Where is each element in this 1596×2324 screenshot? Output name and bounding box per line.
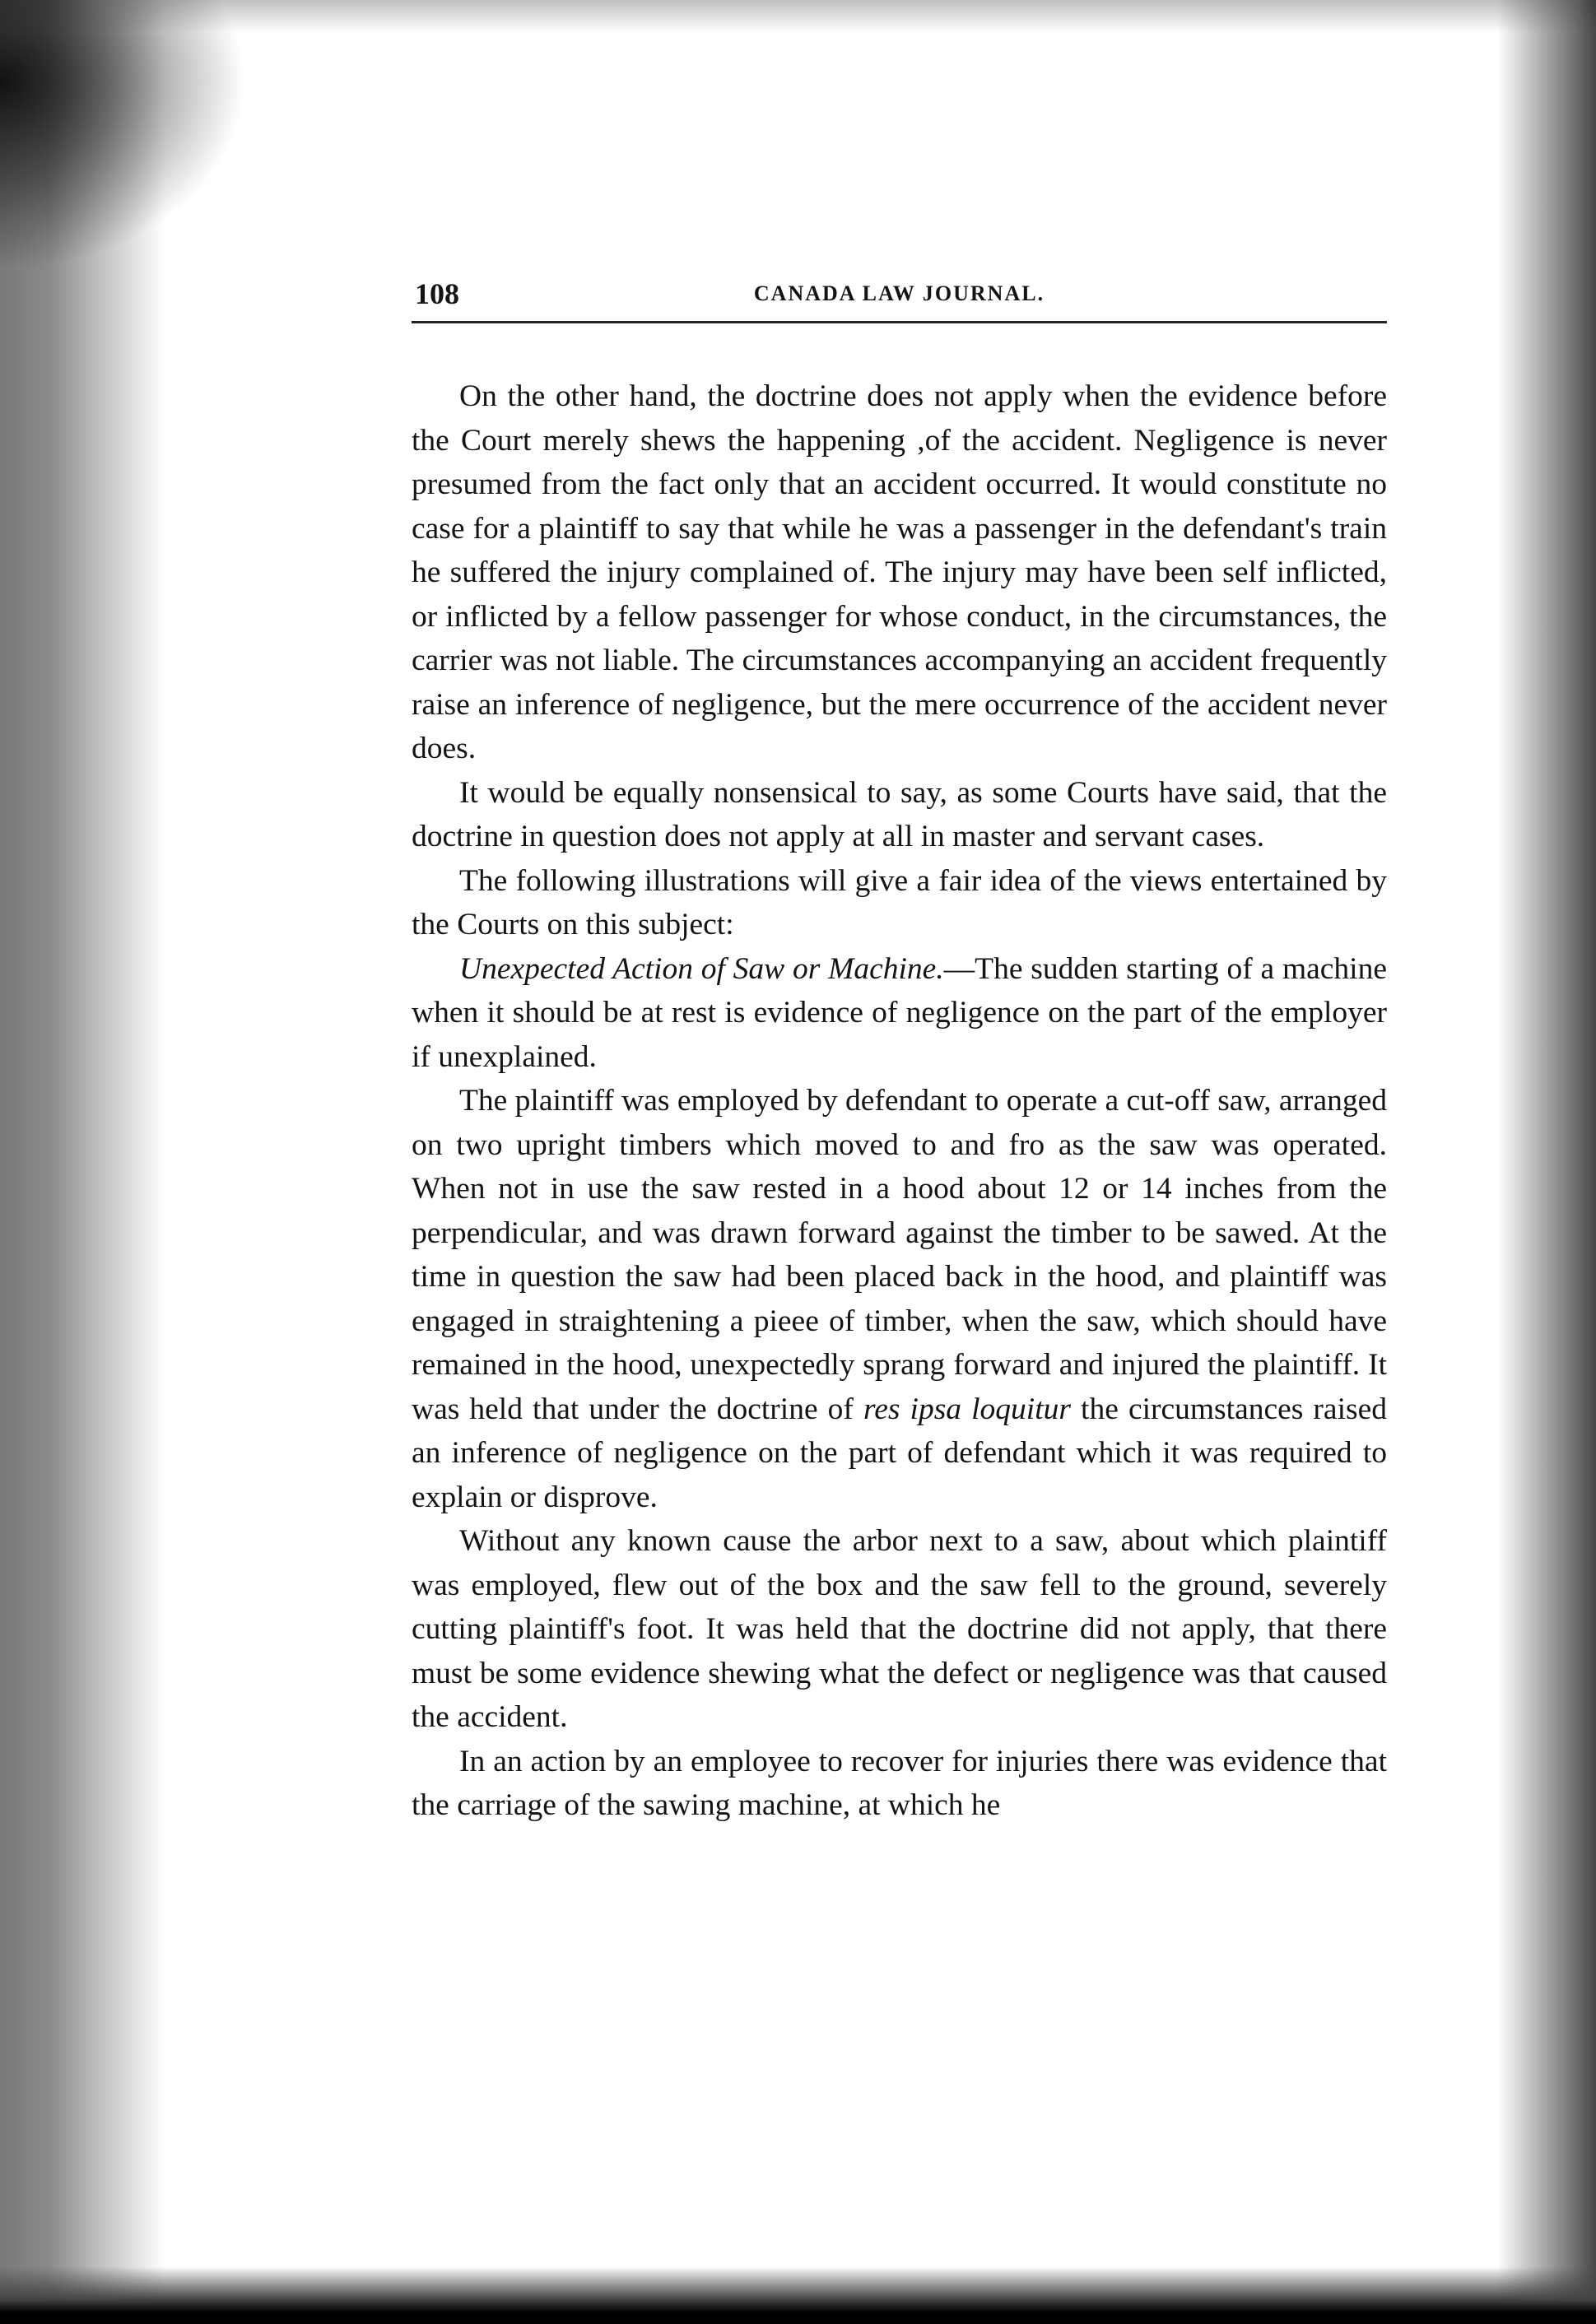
- book-page: [412, 272, 1387, 1828]
- paragraph-4: [412, 947, 1387, 1080]
- section-heading: Unexpected Action of Saw or Machine.: [459, 951, 944, 986]
- paragraph-5-text-b: the circumstances raised an inference of negligence on the part of defendant which it was required to explain or disprove.: [412, 1392, 1387, 1514]
- journal-title: CANADA LAW JOURNAL.: [753, 281, 1045, 305]
- paragraph-5: [412, 1079, 1387, 1519]
- paragraph-4-text: —The sudden starting of a machine when it should be at rest is evidence of negligence on the part of the employer if unexplained.: [412, 951, 1387, 1074]
- paragraph-5-text-a: The plaintiff was employed by defendant to operate a cut-off saw, arranged on two upright timbers which moved to and fro as the saw was operated. When not in use the saw rested in a hood about 12 or 14 inches from the perpendicular, and was drawn forward against the timber to be sawed. At the time in question the saw had been placed back in the hood, and plaintiff was engaged in straightening a pieee of timber, when the saw, which should have remained in the hood, unexpectedly sprang forward and injured the plaintiff. It was held that under the doctrine of: [412, 1084, 1387, 1426]
- scan-bottom-edge: [0, 2266, 1596, 2324]
- paragraph-2: It would be equally nonsensical to say, as some Courts have said, that the doctrine in question does not apply at all in master and servant cases.: [412, 775, 1387, 853]
- scan-corner-shadow: [0, 0, 247, 272]
- page-number: 108: [415, 277, 459, 310]
- scan-binding-edge: [0, 0, 165, 2324]
- paragraph-6: Without any known cause the arbor next to a saw, about which plaintiff was employed, flew out of the box and the saw fell to the ground, severely cutting plaintiff's foot. It was held that the doctrine did not apply, that there must be some evidence shewing what the defect or negligence was that caused the accident.: [412, 1524, 1387, 1734]
- body-text: [412, 374, 1387, 1828]
- running-head: [412, 272, 1387, 323]
- paragraph-1: On the other hand, the doctrine does not apply when the evidence before the Court merely shews the happening ,of the accident. Negligence is never presumed from the fact only that an accident occurred. It would constitute no case for a plaintiff to say that while he was a passenger in the defendant's train he suffered the injury complained of. The injury may have been self inflicted, or inflicted by a fellow passenger for whose conduct, in the circumstances, the carrier was not liable. The circumstances accompanying an accident frequently raise an inference of negligence, but the mere occurrence of the accident never does.: [412, 379, 1387, 765]
- scan-right-edge: [1497, 0, 1596, 2324]
- paragraph-7: In an action by an employee to recover for injuries there was evidence that the carriage of the sawing machine, at which he: [412, 1744, 1387, 1822]
- paragraph-3: The following illustrations will give a fair idea of the views entertained by the Courts on this subject:: [412, 863, 1387, 941]
- latin-phrase: res ipsa loquitur: [863, 1392, 1071, 1426]
